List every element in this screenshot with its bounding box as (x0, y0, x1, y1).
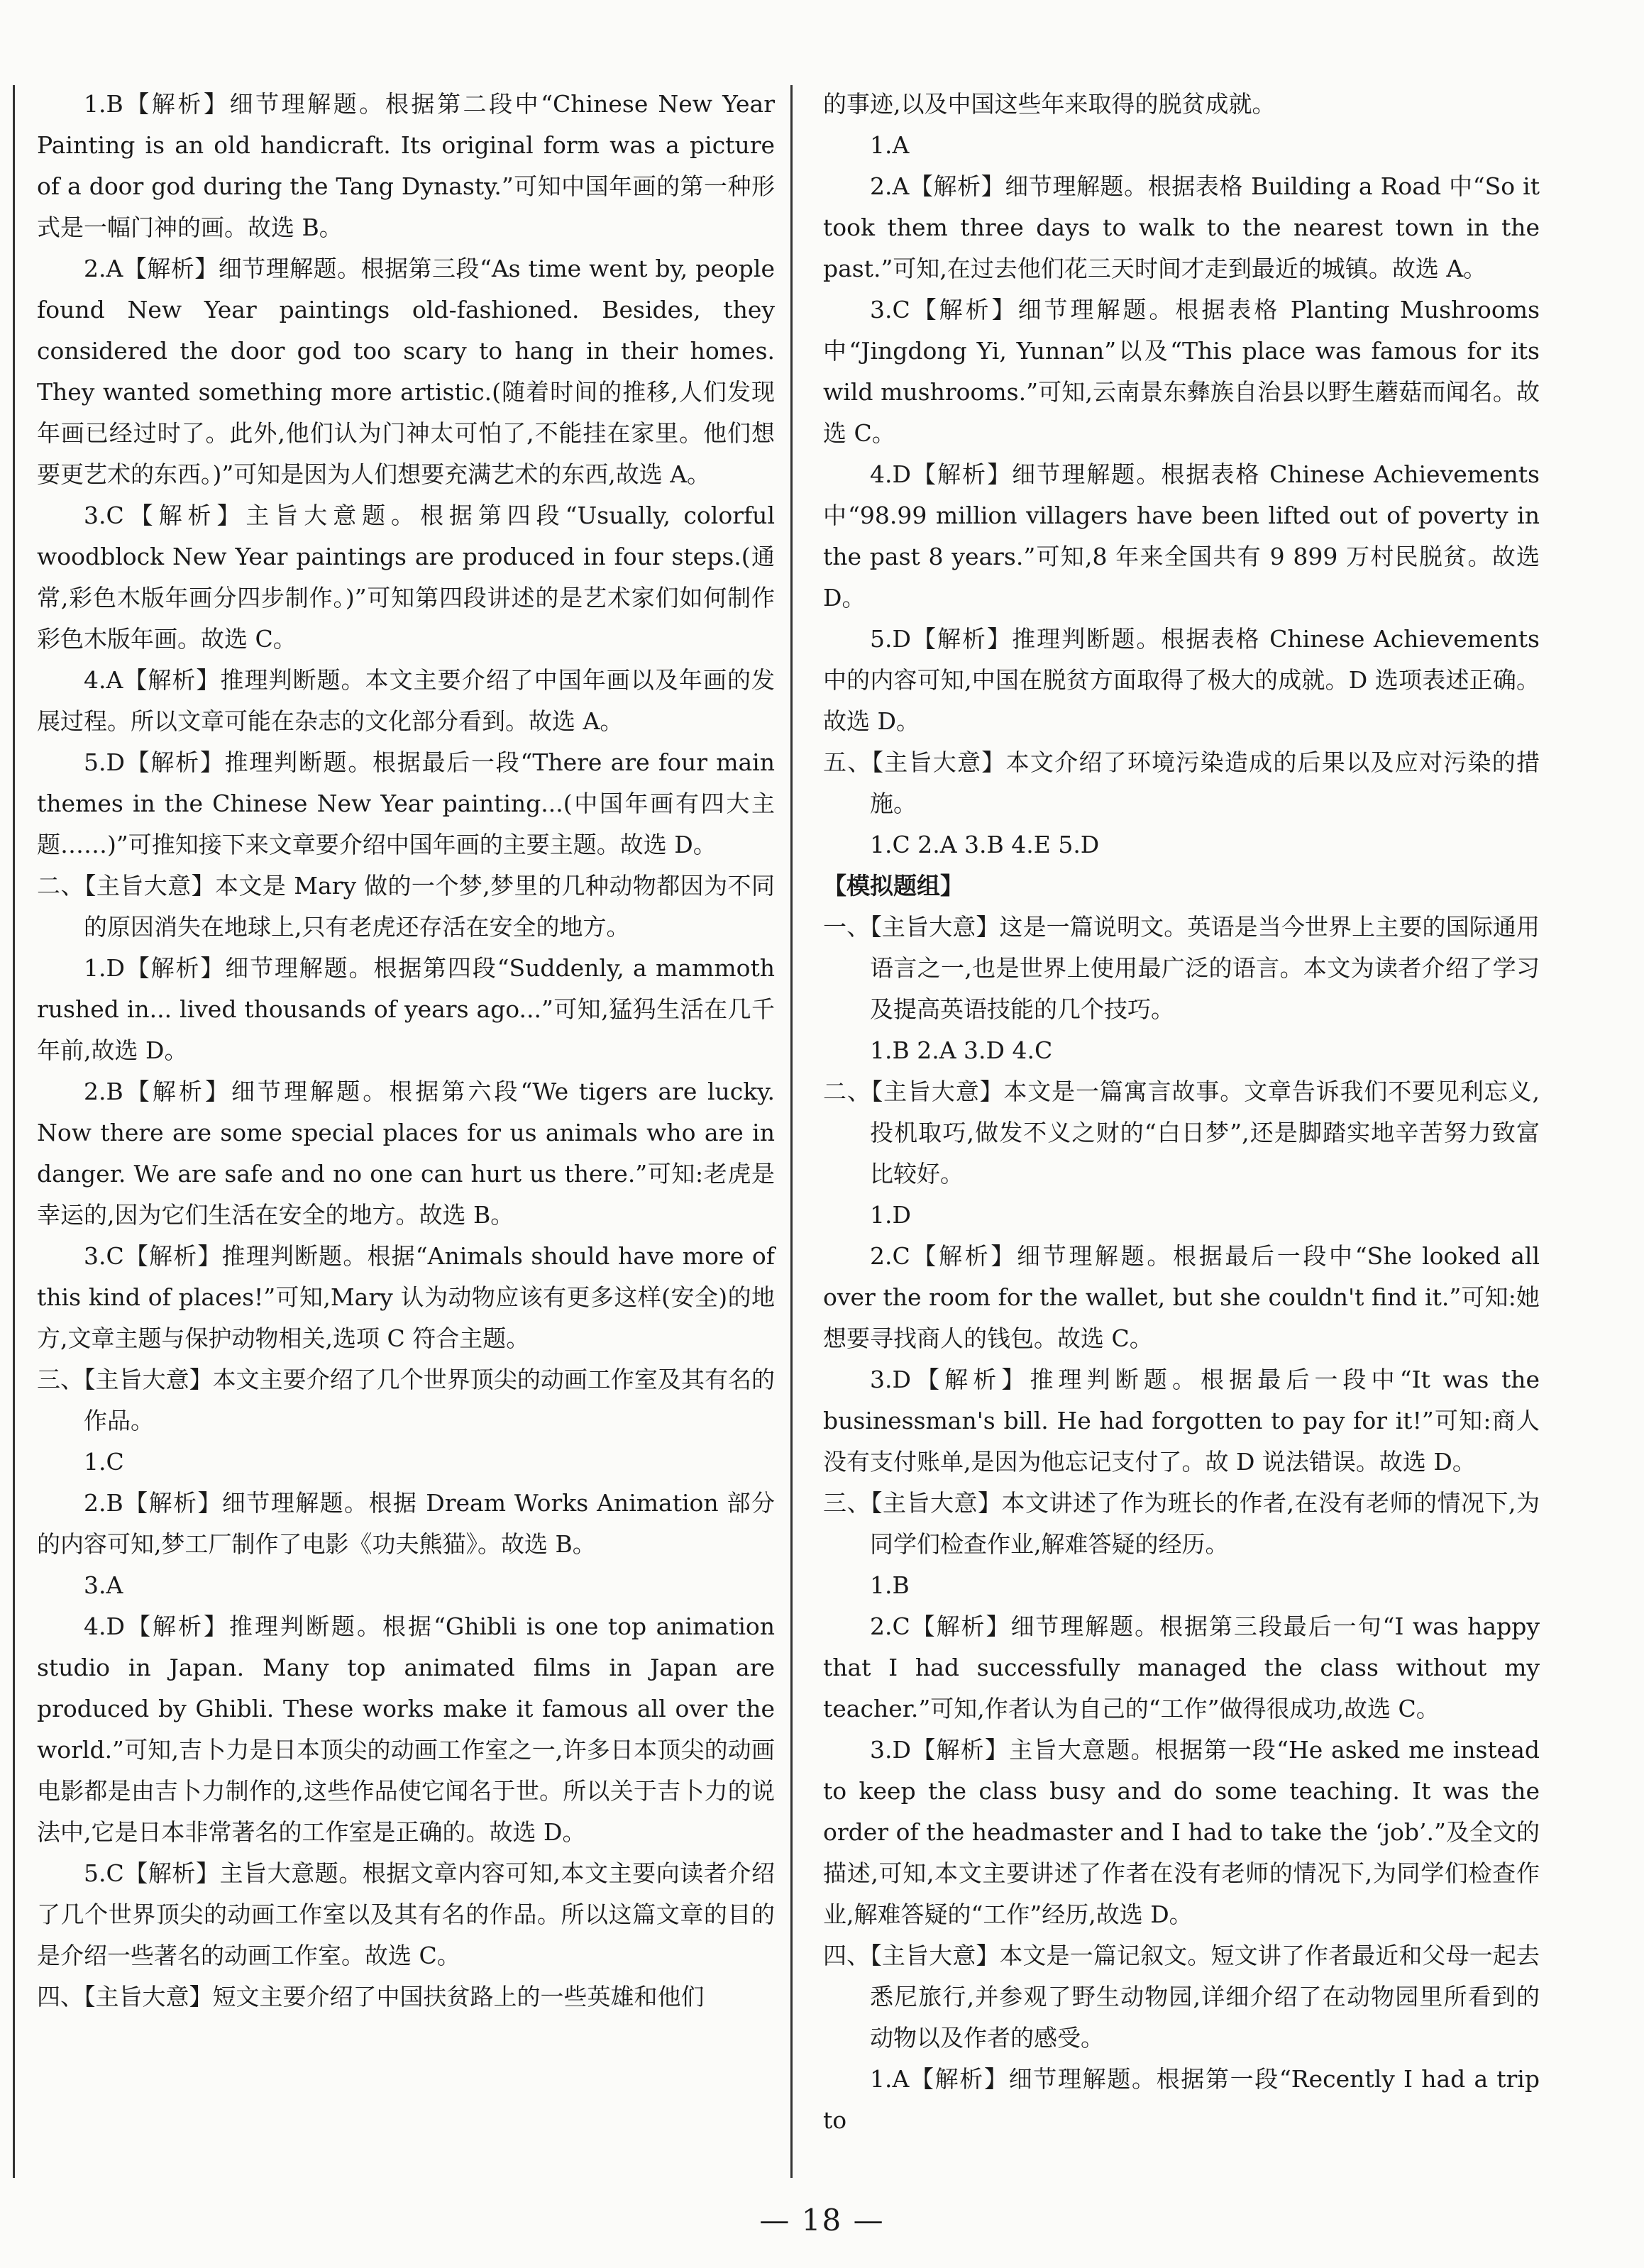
right-answer-item: 1.B 2.A 3.D 4.C (870, 1036, 1053, 1064)
left-answer-item: 2.B【解析】细节理解题。根据第六段“We tigers are lucky. Now there are some special places for us animals who are in danger. We are safe and no one can hurt us there.”可知:老虎是幸运的,因为它们生活在安全的地方。故选 B。 (37, 1078, 775, 1229)
left-answer-item: 4.A【解析】推理判断题。本文主要介绍了中国年画以及年画的发展过程。所以文章可能在杂志的文化部分看到。故选 A。 (37, 666, 775, 735)
right-section-heading: 四、【主旨大意】本文是一篇记叙文。短文讲了作者最近和父母一起去悉尼旅行,并参观了野生动物园,详细介绍了在动物园里所看到的动物以及作者的感受。 (823, 1942, 1540, 2052)
right-answer-item: 5.D【解析】推理判断题。根据表格 Chinese Achievements 中的内容可知,中国在脱贫方面取得了极大的成就。D 选项表述正确。故选 D。 (823, 625, 1540, 735)
left-answer-item: 5.D【解析】推理判断题。根据最后一段“There are four main themes in the Chinese New Year painting...(中国年画有四大主题……)”可推知接下来文章要介绍中国年画的主要主题。故选 D。 (37, 748, 775, 858)
right-answer-item: 的事迹,以及中国这些年来取得的脱贫成就。 (823, 90, 1276, 118)
right-answer-item: 1.A (870, 131, 910, 159)
left-answer-item: 3.C【解析】主旨大意题。根据第四段“Usually, colorful woodblock New Year paintings are produced in four steps.(通常,彩色木版年画分四步制作。)”可知第四段讲述的是艺术家们如何制作彩色木版年画。故选 C。 (37, 502, 775, 653)
column-divider (790, 85, 793, 2178)
left-answer-item: 5.C【解析】主旨大意题。根据文章内容可知,本文主要向读者介绍了几个世界顶尖的动画工作室以及其有名的作品。所以这篇文章的目的是介绍一些著名的动画工作室。故选 C。 (37, 1859, 775, 1969)
right-answer-item: 3.D【解析】推理判断题。根据最后一段中“It was the businessman's bill. He had forgotten to pay for it!”可知:商人没有支付账单,是因为他忘记支付了。故 D 说法错误。故选 D。 (823, 1366, 1540, 1476)
right-section-heading: 二、【主旨大意】本文是一篇寓言故事。文章告诉我们不要见利忘义,投机取巧,做发不义之财的“白日梦”,还是脚踏实地辛苦努力致富比较好。 (823, 1078, 1540, 1188)
left-margin-rule (13, 85, 15, 2178)
left-answer-item: 4.D【解析】推理判断题。根据“Ghibli is one top animation studio in Japan. Many top animated films in Japan are produced by Ghibli. These works make it famous all over the world.”可知,吉卜力是日本顶尖的动画工作室之一,许多日本顶尖的动画电影都是由吉卜力制作的,这些作品使它闻名于世。所以关于吉卜力的说法中,它是日本非常著名的工作室是正确的。故选 D。 (37, 1613, 775, 1846)
left-answer-item: 2.A【解析】细节理解题。根据第三段“As time went by, people found New Year paintings old-fashioned. Besides, they considered the door god too scary to hang in their homes. They wanted something more artistic.(随着时间的推移,人们发现年画已经过时了。此外,他们认为门神太可怕了,不能挂在家里。他们想要更艺术的东西。)”可知是因为人们想要充满艺术的东西,故选 A。 (37, 255, 775, 488)
right-answer-item: 4.D【解析】细节理解题。根据表格 Chinese Achievements 中“98.99 million villagers have been lifted out of poverty in the past 8 years.”可知,8 年来全国共有 9 899 万村民脱贫。故选 D。 (823, 460, 1540, 612)
left-answer-item: 3.C【解析】推理判断题。根据“Animals should have more of this kind of places!”可知,Mary 认为动物应该有更多这样(安全)的地方,文章主题与保护动物相关,选项 C 符合主题。 (37, 1242, 775, 1352)
left-section-heading: 四、【主旨大意】短文主要介绍了中国扶贫路上的一些英雄和他们 (37, 1983, 705, 2010)
right-section-heading: 三、【主旨大意】本文讲述了作为班长的作者,在没有老师的情况下,为同学们检查作业,解难答疑的经历。 (823, 1489, 1540, 1558)
right-answer-item: 3.D【解析】主旨大意题。根据第一段“He asked me instead to keep the class busy and do some teaching. It was the order of the headmaster and I had to take the ‘job’.”及全文的描述,可知,本文主要讲述了作者在没有老师的情况下,为同学们检查作业,解难答疑的“工作”经历,故选 D。 (823, 1736, 1540, 1928)
left-column (37, 84, 775, 2018)
right-answer-item: 1.D (870, 1201, 911, 1229)
right-section-heading: 一、【主旨大意】这是一篇说明文。英语是当今世界上主要的国际通用语言之一,也是世界上使用最广泛的语言。本文为读者介绍了学习及提高英语技能的几个技巧。 (823, 913, 1540, 1023)
right-answer-item: 3.C【解析】细节理解题。根据表格 Planting Mushrooms 中“Jingdong Yi, Yunnan”以及“This place was famous for its wild mushrooms.”可知,云南景东彝族自治县以野生蘑菇而闻名。故选 C。 (823, 296, 1540, 447)
right-answer-item: 1.B (870, 1571, 910, 1599)
right-group-heading: 【模拟题组】 (823, 872, 964, 900)
left-section-heading: 三、【主旨大意】本文主要介绍了几个世界顶尖的动画工作室及其有名的作品。 (37, 1366, 775, 1434)
left-answer-item: 1.D【解析】细节理解题。根据第四段“Suddenly, a mammoth rushed in... lived thousands of years ago...”可知,猛犸生活在几千年前,故选 D。 (37, 954, 775, 1064)
right-section-heading: 五、【主旨大意】本文介绍了环境污染造成的后果以及应对污染的措施。 (823, 748, 1540, 817)
right-answer-item: 1.C 2.A 3.B 4.E 5.D (870, 831, 1100, 858)
right-answer-item: 2.A【解析】细节理解题。根据表格 Building a Road 中“So it took them three days to walk to the nearest town in the past.”可知,在过去他们花三天时间才走到最近的城镇。故选 A。 (823, 172, 1540, 282)
right-answer-item: 2.C【解析】细节理解题。根据最后一段中“She looked all over the room for the wallet, but she couldn't find it.”可知:她想要寻找商人的钱包。故选 C。 (823, 1242, 1540, 1352)
right-answer-item: 1.A【解析】细节理解题。根据第一段“Recently I had a trip to (823, 2065, 1540, 2134)
left-answer-item: 1.B【解析】细节理解题。根据第二段中“Chinese New Year Painting is an old handicraft. Its original form was a picture of a door god during the Tang Dynasty.”可知中国年画的第一种形式是一幅门神的画。故选 B。 (37, 90, 775, 241)
left-section-heading: 二、【主旨大意】本文是 Mary 做的一个梦,梦里的几种动物都因为不同的原因消失在地球上,只有老虎还存活在安全的地方。 (37, 872, 775, 941)
page-number: — 18 — (759, 2203, 885, 2237)
right-column (823, 84, 1540, 2141)
left-answer-item: 2.B【解析】细节理解题。根据 Dream Works Animation 部分的内容可知,梦工厂制作了电影《功夫熊猫》。故选 B。 (37, 1489, 775, 1558)
left-answer-item: 1.C (84, 1448, 124, 1476)
left-answer-item: 3.A (84, 1571, 123, 1599)
right-answer-item: 2.C【解析】细节理解题。根据第三段最后一句“I was happy that I had successfully managed the class without my teacher.”可知,作者认为自己的“工作”做得很成功,故选 C。 (823, 1613, 1540, 1722)
